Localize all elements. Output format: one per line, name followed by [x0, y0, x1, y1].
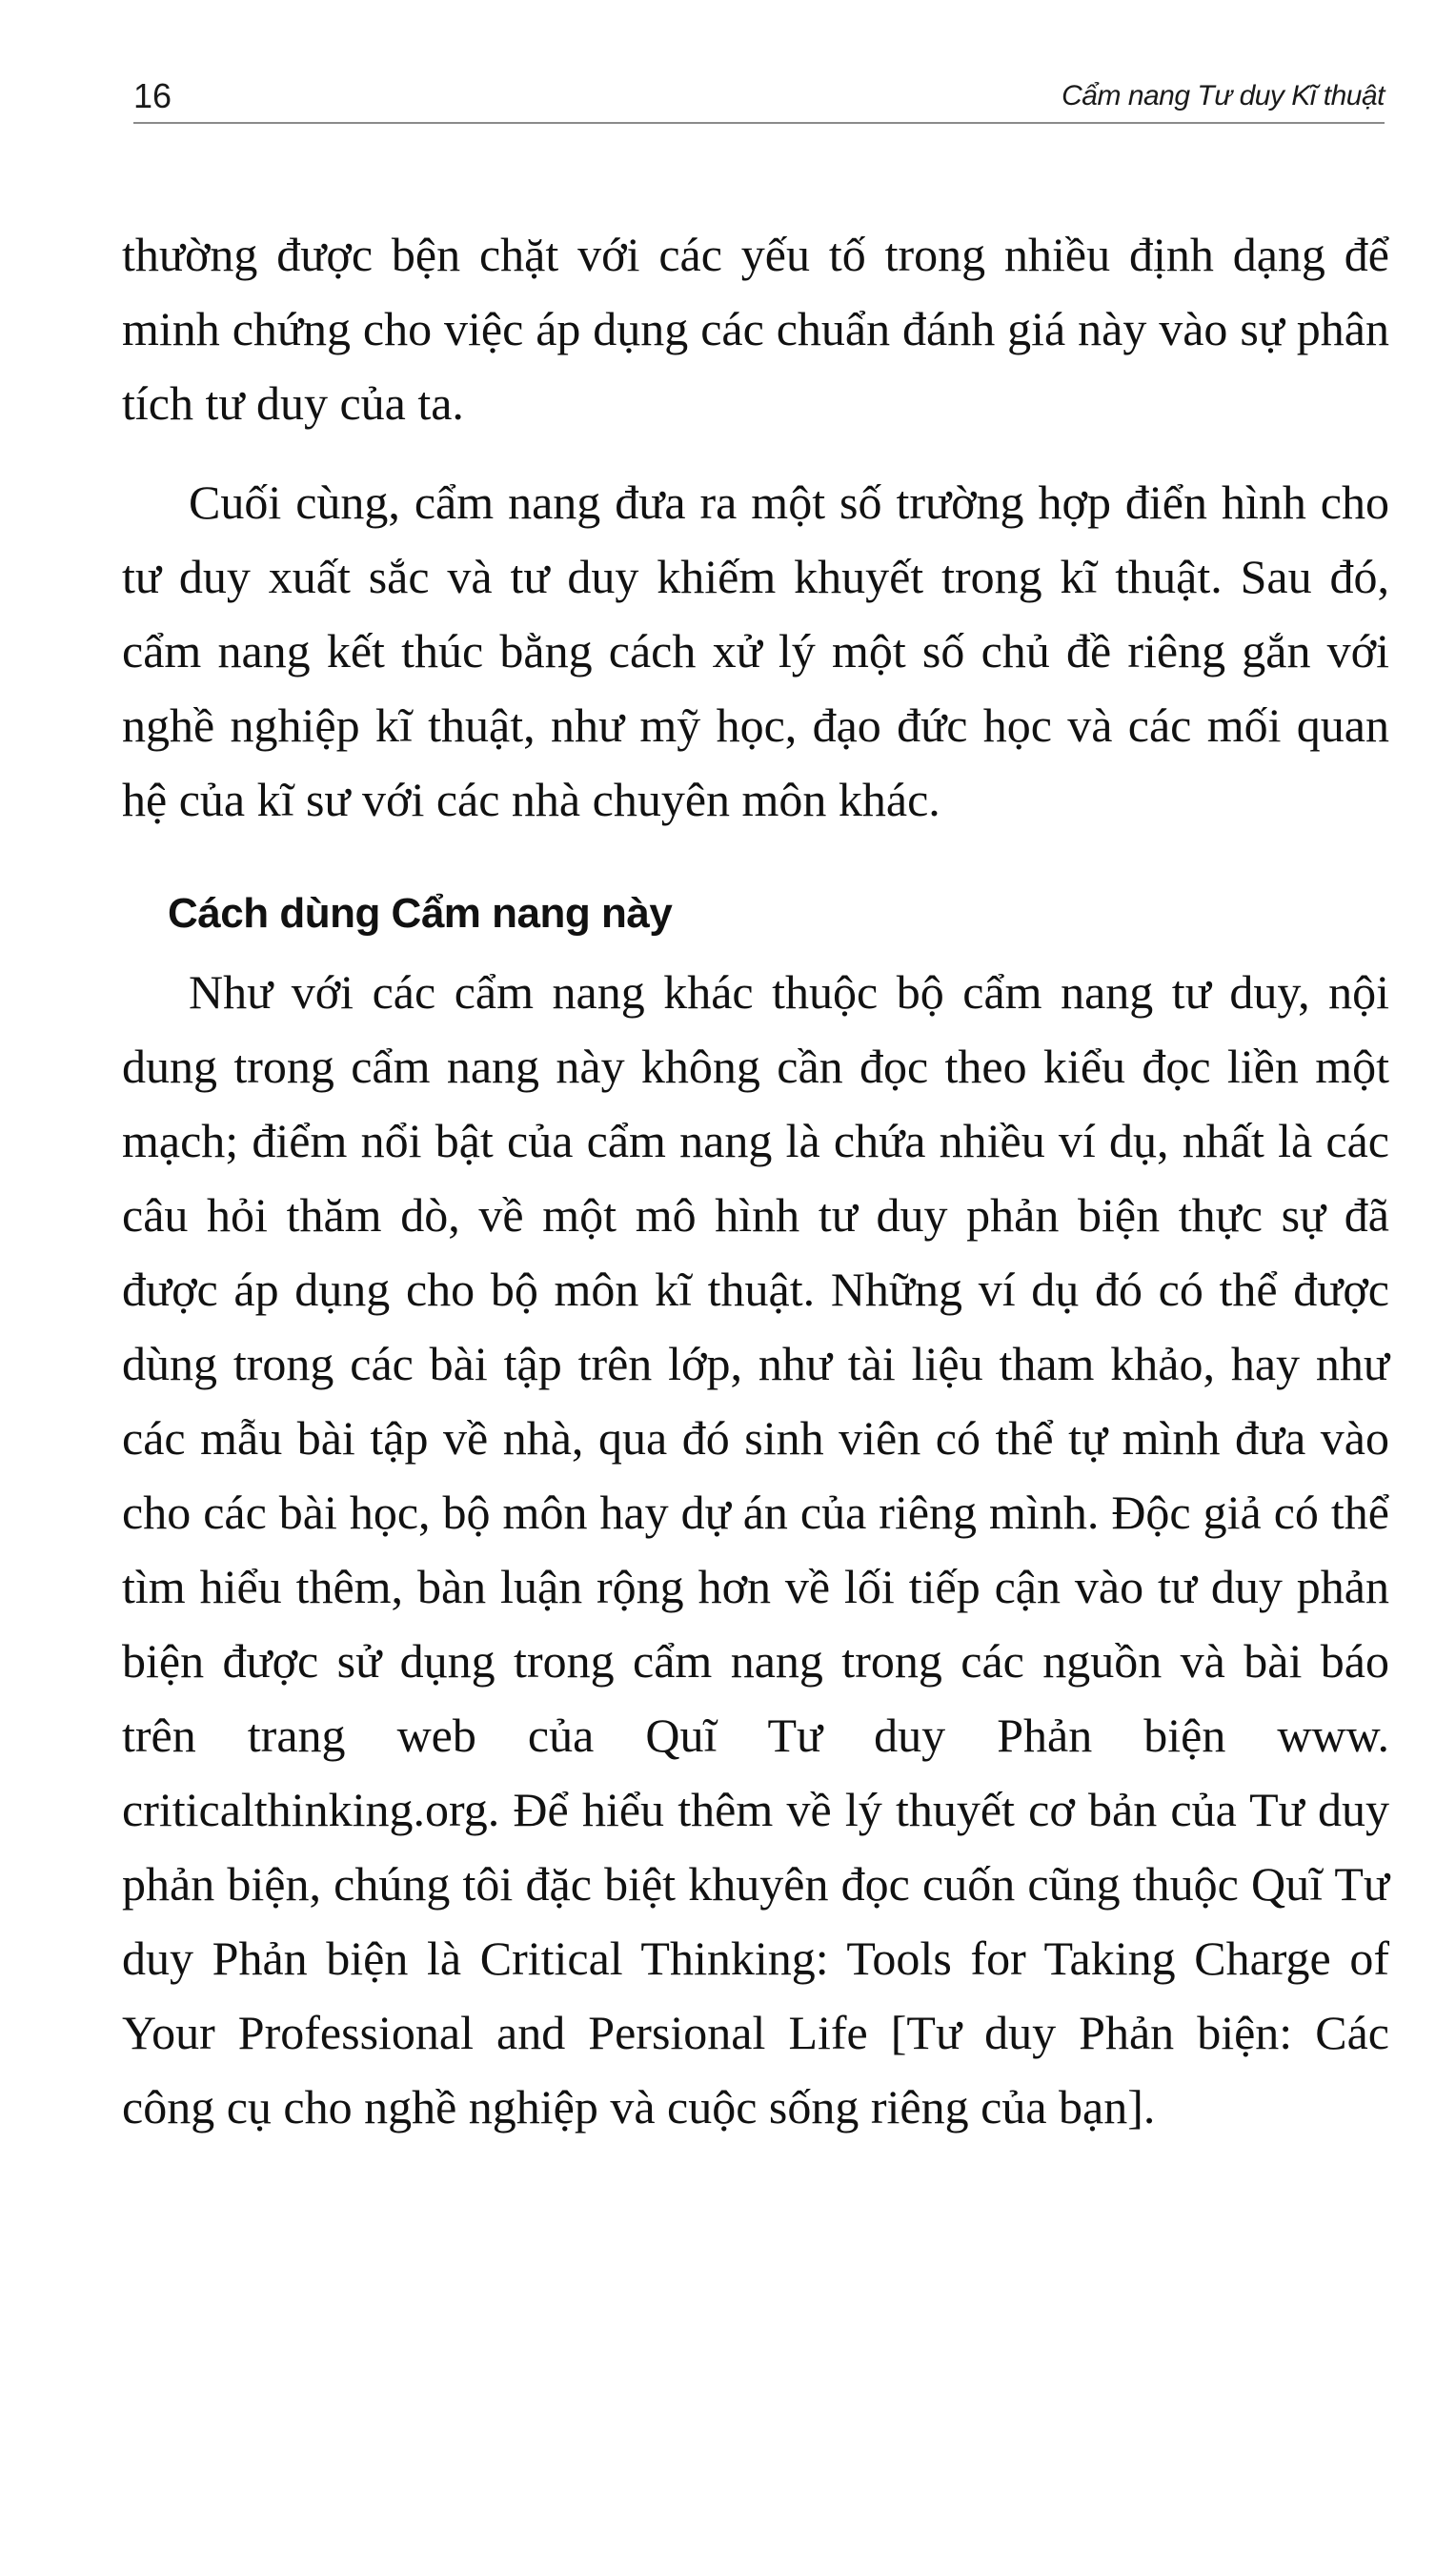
page-number: 16: [133, 76, 172, 115]
paragraph-conclusion: Cuối cùng, cẩm nang đưa ra một số trường hợp điển hình cho tư duy xuất sắc và tư duy khiếm khuyết trong kĩ thuật. Sau đó, cẩm nang kết thúc bằng cách xử lý một số chủ đề riêng gắn với nghề nghiệp kĩ thuật, như mỹ học, đạo đức học và các mối quan hệ của kĩ sư với các nhà chuyên môn khác.: [122, 475, 1389, 826]
paragraph-usage: Như với các cẩm nang khác thuộc bộ cẩm nang tư duy, nội dung trong cẩm nang này không cần đọc theo kiểu đọc liền một mạch; điểm nổi bật của cẩm nang là chứa nhiều ví dụ, nhất là các câu hỏi thăm dò, về một mô hình tư duy phản biện thực sự đã được áp dụng cho bộ môn kĩ thuật. Những ví dụ đó có thể được dùng trong các bài tập trên lớp, như tài liệu tham khảo, hay như các mẫu bài tập về nhà, qua đó sinh viên có thể tự mình đưa vào cho các bài học, bộ môn hay dự án của riêng mình. Độc giả có thể tìm hiểu thêm, bàn luận rộng hơn về lối tiếp cận vào tư duy phản biện được sử dụng trong cẩm nang trong các nguồn và bài báo trên trang web của Quĩ Tư duy Phản biện www. criticalthinking.org. Để hiểu thêm về lý thuyết cơ bản của Tư duy phản biện, chúng tôi đặc biệt khuyên đọc cuốn cũng thuộc Quĩ Tư duy Phản biện là Critical Thinking: Tools for Taking Charge of Your Professional and Persional Life [Tư duy Phản biện: Các công cụ cho nghề nghiệp và cuộc sống riêng của bạn].: [122, 965, 1389, 2134]
header-divider: [133, 122, 1385, 124]
paragraph-continued: thường được bện chặt với các yếu tố trong nhiều định dạng để minh chứng cho việc áp dụng các chuẩn đánh giá này vào sự phân tích tư duy của ta.: [122, 228, 1389, 430]
body-text: [122, 217, 1389, 2144]
running-title: Cẩm nang Tư duy Kĩ thuật: [1062, 80, 1385, 111]
page-header: [133, 74, 1385, 122]
section-heading: Cách dùng Cẩm nang này: [168, 890, 673, 937]
